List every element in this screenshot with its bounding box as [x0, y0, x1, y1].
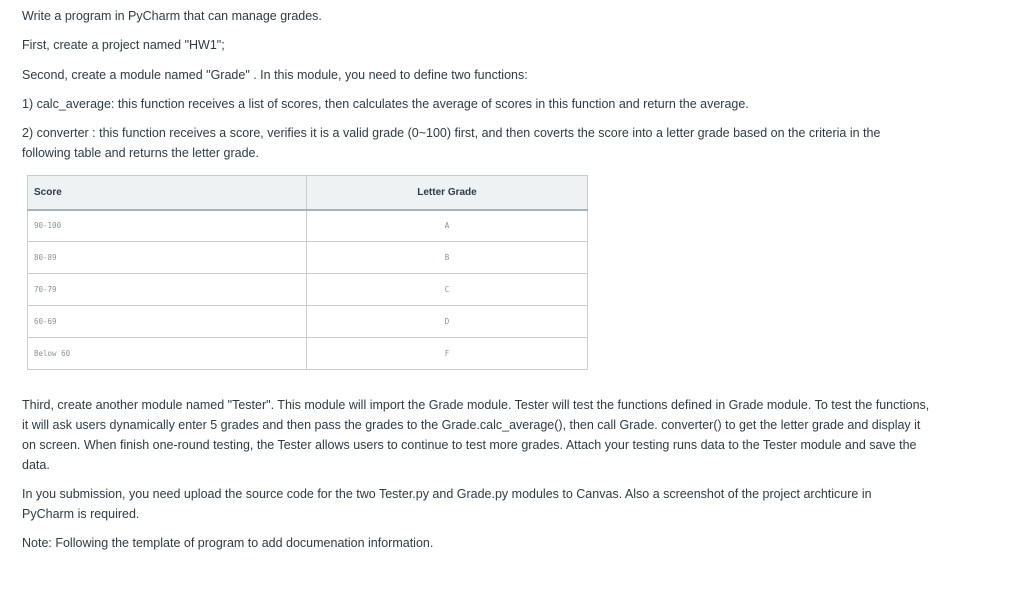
- letter-grade-column-header: Letter Grade: [307, 176, 588, 210]
- table-row: [28, 338, 588, 370]
- table-row: [28, 274, 588, 306]
- submission-paragraph: In you submission, you need upload the source code for the two Tester.py and Grade.py modules to Canvas. Also a screenshot of the project archticure in PyCharm is required.: [22, 487, 872, 521]
- letter-grade-cell: C: [307, 274, 588, 306]
- score-column-header: Score: [28, 176, 307, 210]
- calc-average-paragraph: 1) calc_average: this function receives a list of scores, then calculates the average of scores in this function and return the average.: [22, 97, 749, 111]
- note-paragraph: Note: Following the template of program to add documenation information.: [22, 536, 434, 550]
- table-row: [28, 306, 588, 338]
- letter-grade-cell: A: [307, 210, 588, 242]
- letter-grade-cell: D: [307, 306, 588, 338]
- table-row: [28, 210, 588, 242]
- score-range-cell: 90-100: [28, 210, 307, 242]
- intro-paragraph: Write a program in PyCharm that can manage grades.: [22, 9, 322, 23]
- grade-criteria-table: [27, 175, 588, 370]
- first-step-paragraph: First, create a project named "HW1";: [22, 38, 225, 52]
- converter-paragraph: 2) converter : this function receives a score, verifies it is a valid grade (0~100) first, and then coverts the score into a letter grade based on the criteria in the following table and returns the letter grade.: [22, 126, 881, 160]
- score-range-cell: 80-89: [28, 242, 307, 274]
- score-range-cell: 60-69: [28, 306, 307, 338]
- letter-grade-cell: F: [307, 338, 588, 370]
- letter-grade-cell: B: [307, 242, 588, 274]
- third-step-paragraph: Third, create another module named "Tester". This module will import the Grade module. Tester will test the functions defined in Grade module. To test the functions, it will ask users dynamically enter 5 grades and then pass the grades to the Grade.calc_average(), then call Grade. converter() to get the letter grade and display it on screen. When finish one-round testing, the Tester allows users to continue to test more grades. Attach your testing runs data to the Tester module and save the data.: [22, 398, 930, 472]
- second-step-paragraph: Second, create a module named "Grade" . In this module, you need to define two functions:: [22, 68, 528, 82]
- score-range-cell: 70-79: [28, 274, 307, 306]
- table-row: [28, 242, 588, 274]
- score-range-cell: Below 60: [28, 338, 307, 370]
- table-header-row: [28, 176, 588, 210]
